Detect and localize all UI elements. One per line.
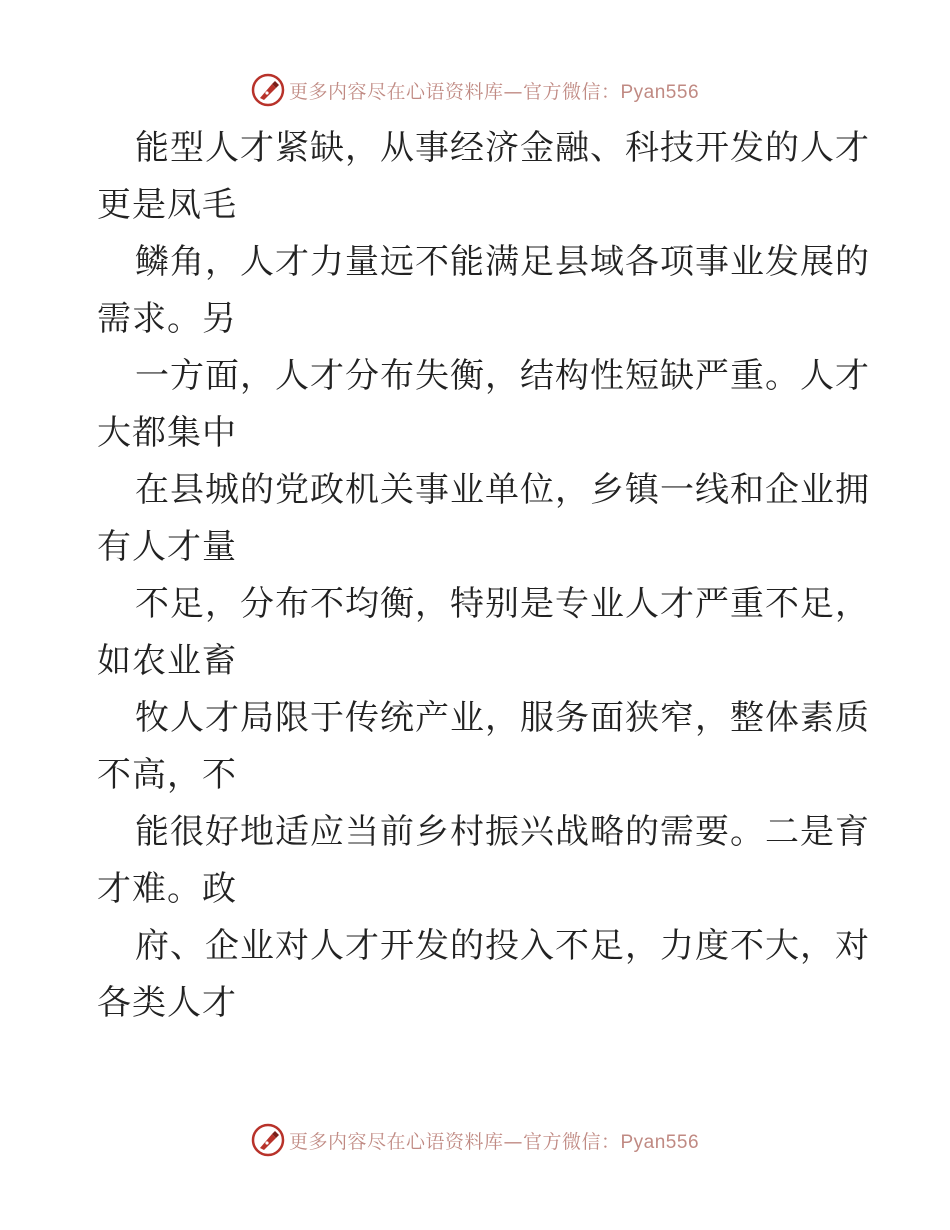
header-wechat-account: Pyan556 [620, 81, 700, 103]
header-banner [0, 70, 950, 110]
body-line: 能很好地适应当前乡村振兴战略的需要。二是育 [135, 812, 870, 852]
body-line: 不高，不 [97, 755, 237, 795]
body-line: 需求。另 [97, 299, 237, 339]
body-line: 有人才量 [97, 527, 237, 567]
pen-nib-logo-icon [251, 1123, 285, 1157]
body-line: 牧人才局限于传统产业，服务面狭窄，整体素质 [135, 698, 870, 738]
body-line: 各类人才 [97, 983, 237, 1023]
body-line: 不足，分布不均衡，特别是专业人才严重不足， [135, 584, 870, 624]
body-line: 鳞角，人才力量远不能满足县域各项事业发展的 [135, 242, 870, 282]
body-line: 大都集中 [97, 413, 237, 453]
body-line: 如农业畜 [97, 641, 237, 681]
pen-nib-logo-icon [251, 73, 285, 107]
footer-brand: 更多内容尽在心语资料库 [288, 1130, 504, 1153]
header-wechat-label: 官方微信： [522, 80, 621, 103]
body-line: 更是凤毛 [97, 185, 237, 225]
body-line: 一方面，人才分布失衡，结构性短缺严重。人才 [135, 356, 870, 396]
header-separator: — [503, 80, 523, 103]
body-line: 能型人才紧缺，从事经济金融、科技开发的人才 [135, 128, 870, 168]
body-line: 府、企业对人才开发的投入不足，力度不大，对 [135, 926, 870, 966]
body-line: 才难。政 [97, 869, 237, 909]
document-body [97, 120, 870, 1032]
header-brand: 更多内容尽在心语资料库 [288, 80, 504, 103]
footer-wechat-label: 官方微信： [522, 1130, 621, 1153]
header-text [289, 77, 699, 104]
footer-text [289, 1127, 699, 1154]
footer-wechat-account: Pyan556 [620, 1131, 700, 1153]
footer-separator: — [503, 1130, 523, 1153]
body-line: 在县城的党政机关事业单位，乡镇一线和企业拥 [135, 470, 870, 510]
footer-banner [0, 1120, 950, 1160]
